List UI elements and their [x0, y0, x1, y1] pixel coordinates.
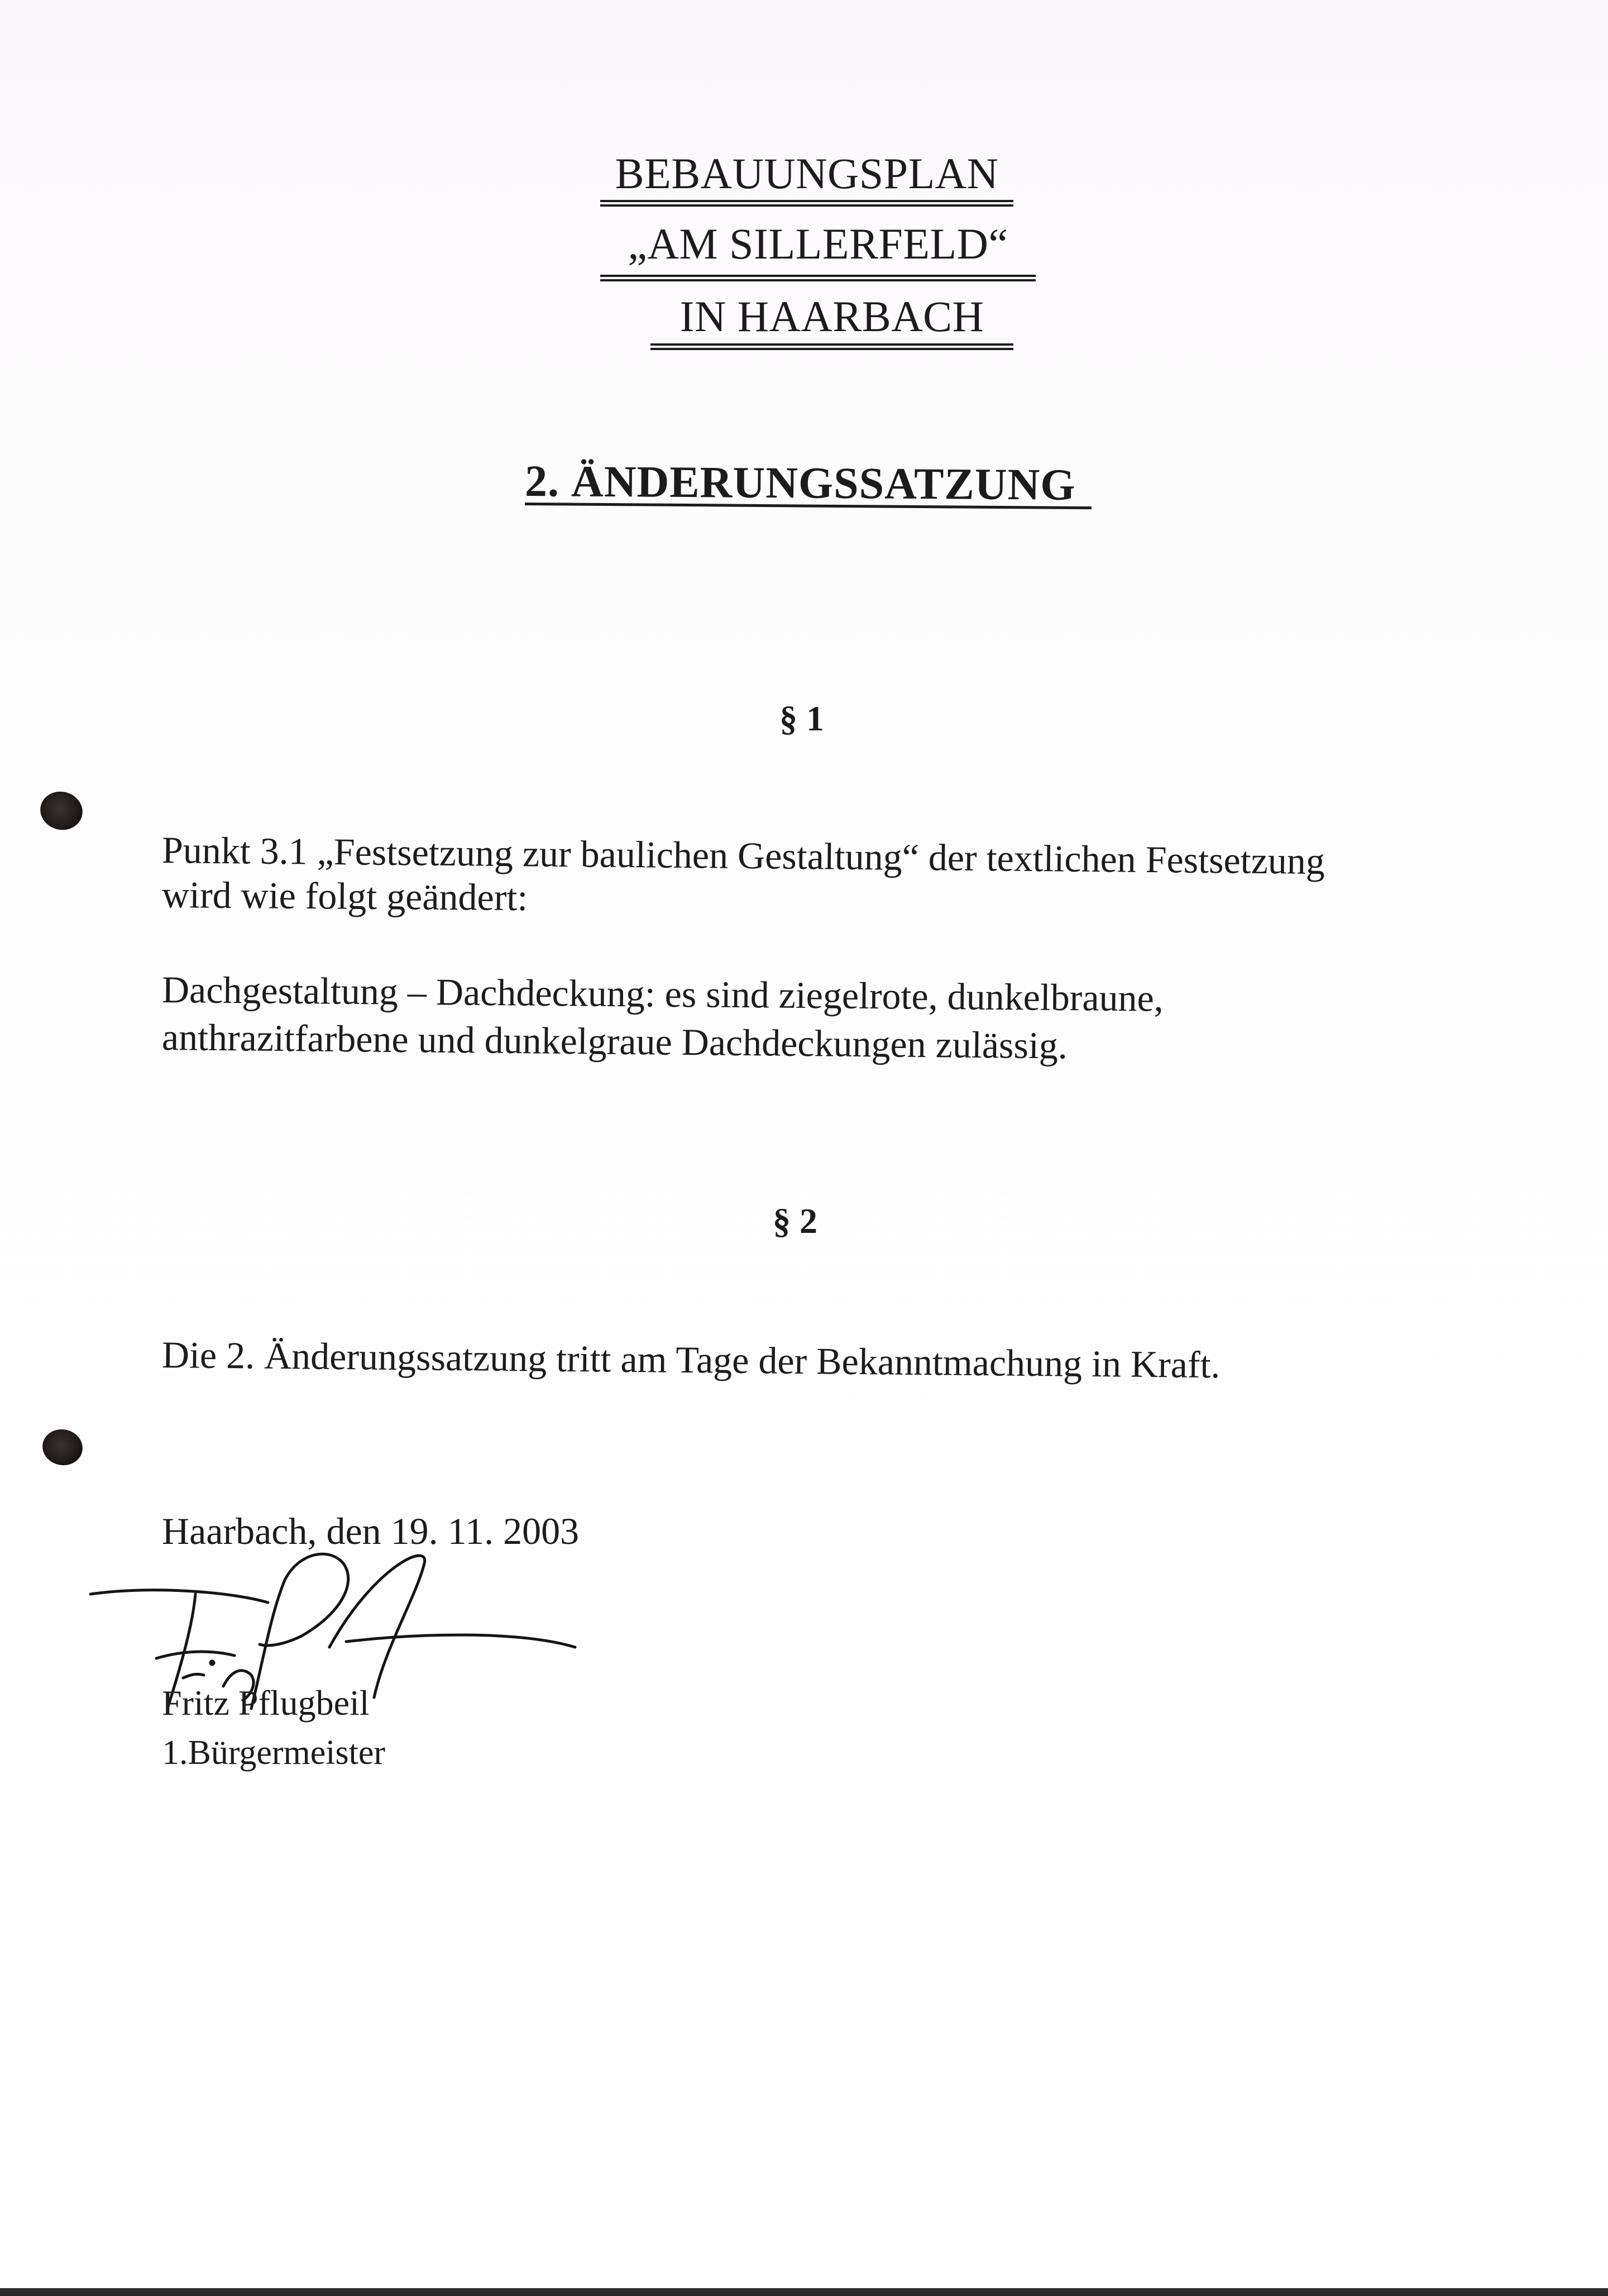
section-1-para-1-line-2: wird wie folgt geändert: — [161, 873, 528, 919]
section-1-para-1-line-1: Punkt 3.1 „Festsetzung zur baulichen Gestaltung“ der textlichen Festsetzung — [161, 829, 1325, 882]
title-line-1: BEBAUUNGSPLAN — [615, 149, 999, 198]
punch-hole-top — [36, 787, 87, 834]
section-1-mark: § 1 — [779, 699, 824, 738]
title-underline-2 — [600, 275, 1036, 281]
section-2-text: Die 2. Änderungssatzung tritt am Tage der Bekanntmachung in Kraft. — [161, 1333, 1221, 1386]
section-1-para-2-line-1: Dachgestaltung – Dachdeckung: es sind ziegelrote, dunkelbraune, — [161, 968, 1164, 1020]
punch-hole-bottom — [39, 1426, 86, 1469]
title-underline-1 — [600, 200, 1013, 207]
signer-title: 1.Bürgermeister — [162, 1734, 386, 1772]
scan-bottom-edge — [0, 2288, 1608, 2296]
section-2-mark: § 2 — [773, 1201, 817, 1241]
section-1-para-2-line-2: anthrazitfarbene und dunkelgraue Dachdeckungen zulässig. — [161, 1016, 1068, 1067]
place-date: Haarbach, den 19. 11. 2003 — [162, 1510, 580, 1552]
title-underline-3 — [650, 343, 1013, 350]
document-heading: 2. ÄNDERUNGSSATZUNG — [524, 457, 1076, 510]
title-line-3: IN HAARBACH — [679, 292, 984, 341]
signer-name: Fritz Pflugbeil — [162, 1683, 370, 1723]
title-line-2: „AM SILLERFELD“ — [628, 219, 1008, 268]
